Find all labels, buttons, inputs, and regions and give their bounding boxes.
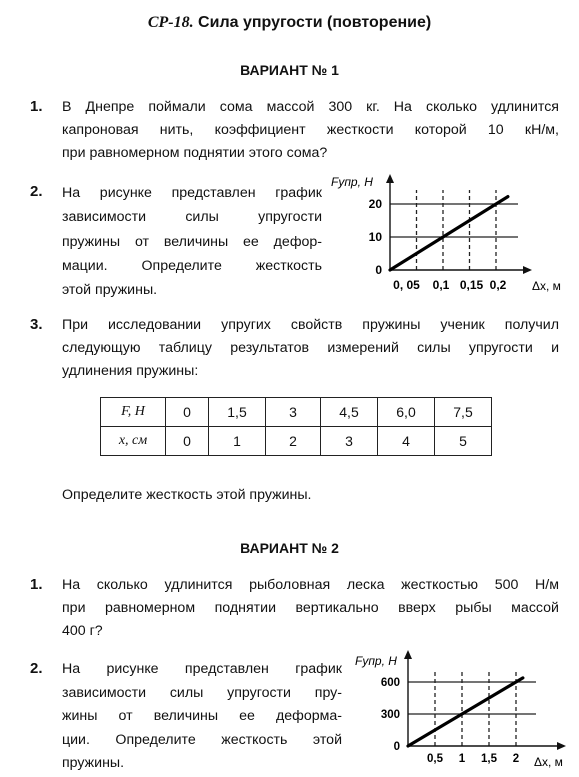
v1-task2-number: 2. bbox=[30, 183, 43, 200]
text-line: На рисунке представлен график bbox=[62, 661, 342, 677]
v2-task2-number: 2. bbox=[30, 660, 43, 677]
chart-1-marks bbox=[369, 174, 532, 292]
x-axis-label: Δx, м bbox=[534, 755, 563, 769]
table-cell: 3 bbox=[321, 427, 378, 456]
text-line: 400 г? bbox=[62, 623, 103, 639]
y-tick-label: 600 bbox=[380, 677, 400, 689]
x-tick-label: 1,5 bbox=[481, 753, 497, 765]
table-cell: 0 bbox=[166, 398, 209, 427]
table-cell: 4,5 bbox=[321, 398, 378, 427]
variant-1-heading: ВАРИАНТ № 1 bbox=[240, 62, 339, 78]
y-axis-label: Fупр, Н bbox=[331, 175, 373, 189]
x-tick-label: 0,1 bbox=[432, 278, 450, 292]
v2-task2-text bbox=[62, 658, 342, 776]
text-line: пружины. bbox=[62, 755, 125, 771]
y-tick-label: 0 bbox=[393, 741, 400, 753]
v1-task3-question: Определите жесткость этой пружины. bbox=[62, 487, 312, 503]
table-row bbox=[101, 398, 492, 427]
text-line: пружины от величины ее дефор- bbox=[62, 233, 322, 250]
text-line: жины от величины ее деформа- bbox=[62, 708, 342, 724]
v2-task1-number: 1. bbox=[30, 576, 43, 593]
v1-task3-text bbox=[62, 314, 559, 383]
text-line: зависимости силы упругости bbox=[62, 209, 322, 226]
y-tick-label: 20 bbox=[368, 197, 382, 211]
measurements-table bbox=[100, 397, 492, 456]
series-line bbox=[390, 197, 508, 270]
table-cell: 1 bbox=[209, 427, 266, 456]
x-tick-label: 0, 05 bbox=[393, 278, 420, 292]
table-row bbox=[101, 427, 492, 456]
text-line: этой пружины. bbox=[62, 282, 158, 299]
y-axis-label: Fупр, Н bbox=[355, 654, 397, 668]
text-line: капроновая нить, коэффициент жесткости которой 10 кН/м, bbox=[62, 122, 559, 138]
table-cell: 6,0 bbox=[378, 398, 435, 427]
y-tick-label: 300 bbox=[380, 709, 400, 721]
y-tick-label: 0 bbox=[375, 263, 382, 277]
text-line: удлинения пружины: bbox=[62, 363, 199, 379]
page-code: СР-18. bbox=[147, 14, 194, 31]
v1-force-chart bbox=[320, 170, 579, 298]
x-tick-label: 0,15 bbox=[459, 278, 484, 292]
y-tick-label: 10 bbox=[368, 230, 382, 244]
text-line: На рисунке представлен график bbox=[62, 185, 322, 201]
chart-2-marks bbox=[381, 650, 566, 765]
table-cell: 2 bbox=[266, 427, 321, 456]
text-line: На сколько удлинится рыболовная леска жесткостью 500 Н/м bbox=[62, 577, 559, 593]
x-tick-label: 0,5 bbox=[427, 753, 443, 765]
text-line: следующую таблицу результатов измерений силы упругости и bbox=[62, 340, 559, 356]
text-line: при равномерном поднятии вертикально вверх рыбы массой bbox=[62, 600, 559, 616]
text-line: При исследовании упругих свойств пружины ученик получил bbox=[62, 317, 559, 333]
x-tick-label: 1 bbox=[458, 753, 466, 765]
y-axis-arrow-icon bbox=[404, 650, 412, 659]
variant-2-heading: ВАРИАНТ № 2 bbox=[240, 540, 339, 556]
x-axis-arrow-icon bbox=[557, 742, 566, 750]
v1-task1-text bbox=[62, 96, 559, 165]
table-header: x, см bbox=[101, 427, 166, 456]
table-cell: 4 bbox=[378, 427, 435, 456]
table-cell: 1,5 bbox=[209, 398, 266, 427]
text-line: В Днепре поймали сома массой 300 кг. На сколько удлинится bbox=[62, 99, 559, 115]
table-cell: 5 bbox=[435, 427, 492, 456]
y-axis-arrow-icon bbox=[386, 174, 394, 183]
page-title bbox=[0, 14, 579, 32]
text-line: ции. Определите жесткость этой bbox=[62, 731, 342, 748]
v2-task1-text bbox=[62, 574, 559, 643]
text-line: мации. Определите жесткость bbox=[62, 257, 322, 274]
table-cell: 0 bbox=[166, 427, 209, 456]
v1-task2-text bbox=[62, 181, 322, 302]
x-axis-arrow-icon bbox=[523, 266, 532, 274]
x-tick-label: 2 bbox=[512, 753, 520, 765]
series-line bbox=[408, 678, 523, 746]
x-axis-label: Δx, м bbox=[532, 279, 561, 293]
table-cell: 7,5 bbox=[435, 398, 492, 427]
v1-task3-number: 3. bbox=[30, 316, 43, 333]
table-header: F, Н bbox=[101, 398, 166, 427]
text-line: зависимости силы упругости пру- bbox=[62, 684, 342, 701]
text-line: при равномерном поднятии этого сома? bbox=[62, 145, 328, 161]
page-title-text: Сила упругости (повторение) bbox=[198, 14, 432, 31]
v1-task1-number: 1. bbox=[30, 98, 43, 115]
v2-force-chart bbox=[348, 648, 579, 774]
table-cell: 3 bbox=[266, 398, 321, 427]
x-tick-label: 0,2 bbox=[489, 278, 507, 292]
